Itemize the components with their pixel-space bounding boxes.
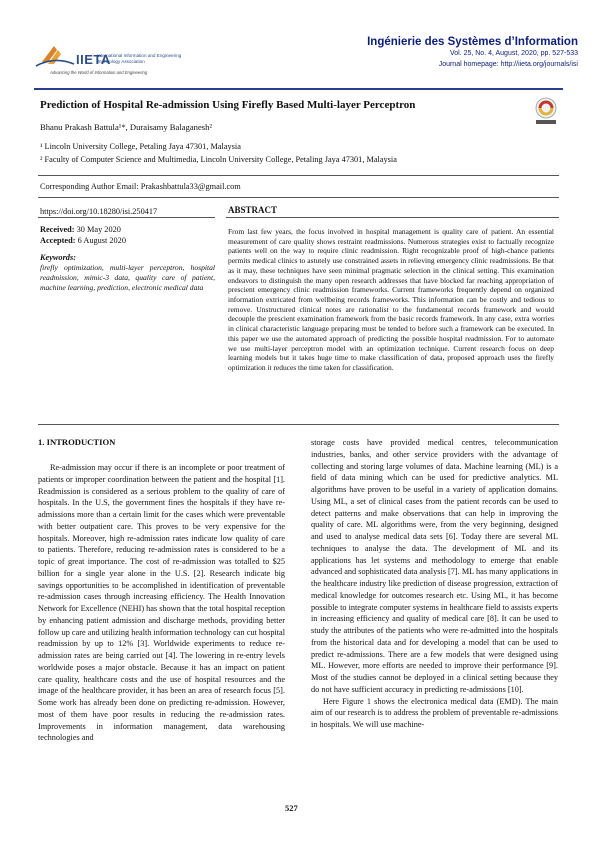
paragraph: Re-admission may occur if there is an incomplete or poor treatment of patients or improper coordination between the patient and the hospital [1]. Readmission is considered as a serious problem to the quality of care of hospitals. In the U.S, the government fines the hospitals if they have re-admissions more than a certain limit for the cases which were preventable with better outpatient care. This proves to be very expensive for the hospitals. Moreover, high re-admission rates indicate low quality of care to patients. Therefore, reducing re-admission rates is considered to be a topic of great importance. The cost of re-admission was totalled to $25 billion for a single year alone in the U.S. [2]. Research indicate big savings opportunities to be accomplished in identification of preventable re-admission cases through increasing efficiency. The Health Innovation Network for Excellence (NEHI) has shown that the total hospital reception by enhancing patient admission and discharge methods, providing better follow up care and utilizing health information technology can cut hospital readmission by up to 12% [3]. Worldwide experiments to reduce re-admission rates are being carried out [4]. The lowering in re-entry levels worldwide poses a major obstacle. Because it has an impact on patient care quality, healthcare costs and the use of hospital resources and the image of the healthcare provider, it has been an area of research focus [5]. Some work has already been done on predicting re-admission. However, most of them have poor results in reducing the re-admission rates. Improvements in information management, data warehousing technologies and [38, 463, 285, 743]
divider [38, 217, 215, 218]
accepted-date [40, 236, 126, 245]
left-column [38, 462, 285, 744]
divider [38, 424, 559, 425]
check-for-updates-icon[interactable] [532, 96, 560, 126]
publisher-logo-name: IIETA [76, 52, 111, 67]
journal-volume: Vol. 25, No. 4, August, 2020, pp. 527-533 [449, 50, 578, 57]
journal-name: Ingénierie des Systèmes d’Information [367, 36, 578, 48]
journal-homepage-link[interactable]: Journal homepage: http://iieta.org/journals/isi [438, 61, 578, 68]
publisher-logo-tagline: Advancing the World of Information and Engineering [50, 70, 148, 75]
affiliation-2: ² Faculty of Computer Science and Multimedia, Lincoln University College, Petaling Jaya 47301, Malaysia [40, 155, 397, 164]
divider [38, 175, 559, 176]
publisher-logo-subtitle: International Information and Engineering Technology Association [97, 53, 182, 64]
paper-title: Prediction of Hospital Re-admission Using Firefly Based Multi-layer Perceptron [40, 99, 416, 111]
paragraph: storage costs have provided medical centres, telecommunication industries, banks, and other service providers with the advantage of collecting and storing large volumes of data. Machine learning (ML) is a field of data mining which can be used for predictive analytics. ML algorithms have proven to be useful in a variety of application domains. Using ML, a set of clinical cases from the patient records can be used to detect patterns and make observations that can help in improving the quality of care. ML algorithms were, from the very beginning, designed and used to analyse medical data sets [6]. Today there are several ML techniques to analyse the data. The development of ML and its applications has let systems and methodology to emerge that enable advanced and sophisticated data analysis [7]. ML has many applications in the healthcare industry like prediction of disease progression, extraction of medical knowledge for outcomes research etc. Using ML, it has become possible to integrate computer systems in healthcare field to assists experts in increasing efficiency and quality of medical care [8]. It can be used to study the attributes of the patients who were re-admitted into the hospitals from the historical data and for developing a model that can be used to predict re-admissions. There are a few models that were designed using ML. However, more efforts are needed to improve their performance [9]. Most of the studies cannot be deployed in a clinical setting because they do not have sufficient accuracy in predicting re-admissions [10]. [311, 438, 558, 694]
affiliation-1: ¹ Lincoln University College, Petaling Jaya 47301, Malaysia [40, 142, 241, 151]
divider [38, 197, 559, 198]
divider [226, 217, 559, 218]
paragraph: Here Figure 1 shows the electronica medical data (EMD). The main aim of our research is to address the problem of preventable re-admissions in hospitals. We will use machine- [311, 696, 558, 729]
header-divider [34, 88, 563, 90]
corresponding-author: Corresponding Author Email: Prakashbattula33@gmail.com [40, 182, 241, 191]
doi-link[interactable]: https://doi.org/10.18280/isi.250417 [40, 207, 158, 216]
received-value: 30 May 2020 [76, 225, 121, 234]
keywords-heading: Keywords: [40, 253, 76, 262]
page-number: 527 [285, 803, 298, 813]
accepted-value: 6 August 2020 [77, 236, 126, 245]
received-date [40, 225, 121, 234]
abstract-body: From last few years, the focus involved in hospital management is quality care of patient. An essential measurement of care quality shows restraint readmissions. Numerous strategies exist to factually recognize patients well on the way to require clinic readmission. Right recognizable proof of high-chance patients permits medical clinics to astutely use constrained assets in relieving emergency clinic readmissions. Be that as it may, these techniques have seen minimal pragmatic selection in the clinical setting. This examination endeavors to distinguish the many open research addresses that have blocked far reaching appropriation of prescient emergency clinic readmission frameworks. Current frameworks frequently depend on organized information extricated from wellbeing records frameworks. This information can be costly and tedious to remove. Unstructured clinical notes are rationalist to the fundamental records framework and would decouple the prescient examination framework from the basic records framework. In any case, extra worries in clinical characteristic language preparing must be tended to before such a framework can be executed. In this paper we use the automated approach of predicting the possible hospital readmission. For to automate we use multi-layer perceptron model with an optimization technique. Current research focus on deep learning models but it takes huge time to make classification of data, proposed approach uses the firefly optimization it reduces the time taken for classification. [228, 227, 554, 373]
received-label: Received: [40, 225, 75, 234]
iieta-logo-mark-icon [34, 42, 76, 70]
journal-info [262, 36, 578, 68]
accepted-label: Accepted: [40, 236, 76, 245]
abstract-heading: ABSTRACT [228, 205, 278, 215]
author-list: Bhanu Prakash Battula¹*, Duraisamy Balaganesh² [40, 122, 212, 132]
section-heading: 1. INTRODUCTION [38, 437, 116, 447]
right-column [311, 437, 558, 731]
keywords-list: firefly optimization, multi-layer perceptron, hospital readmission, mimic-3 data, quality care of patient, machine learning, prediction, electronic medical data [40, 263, 215, 292]
